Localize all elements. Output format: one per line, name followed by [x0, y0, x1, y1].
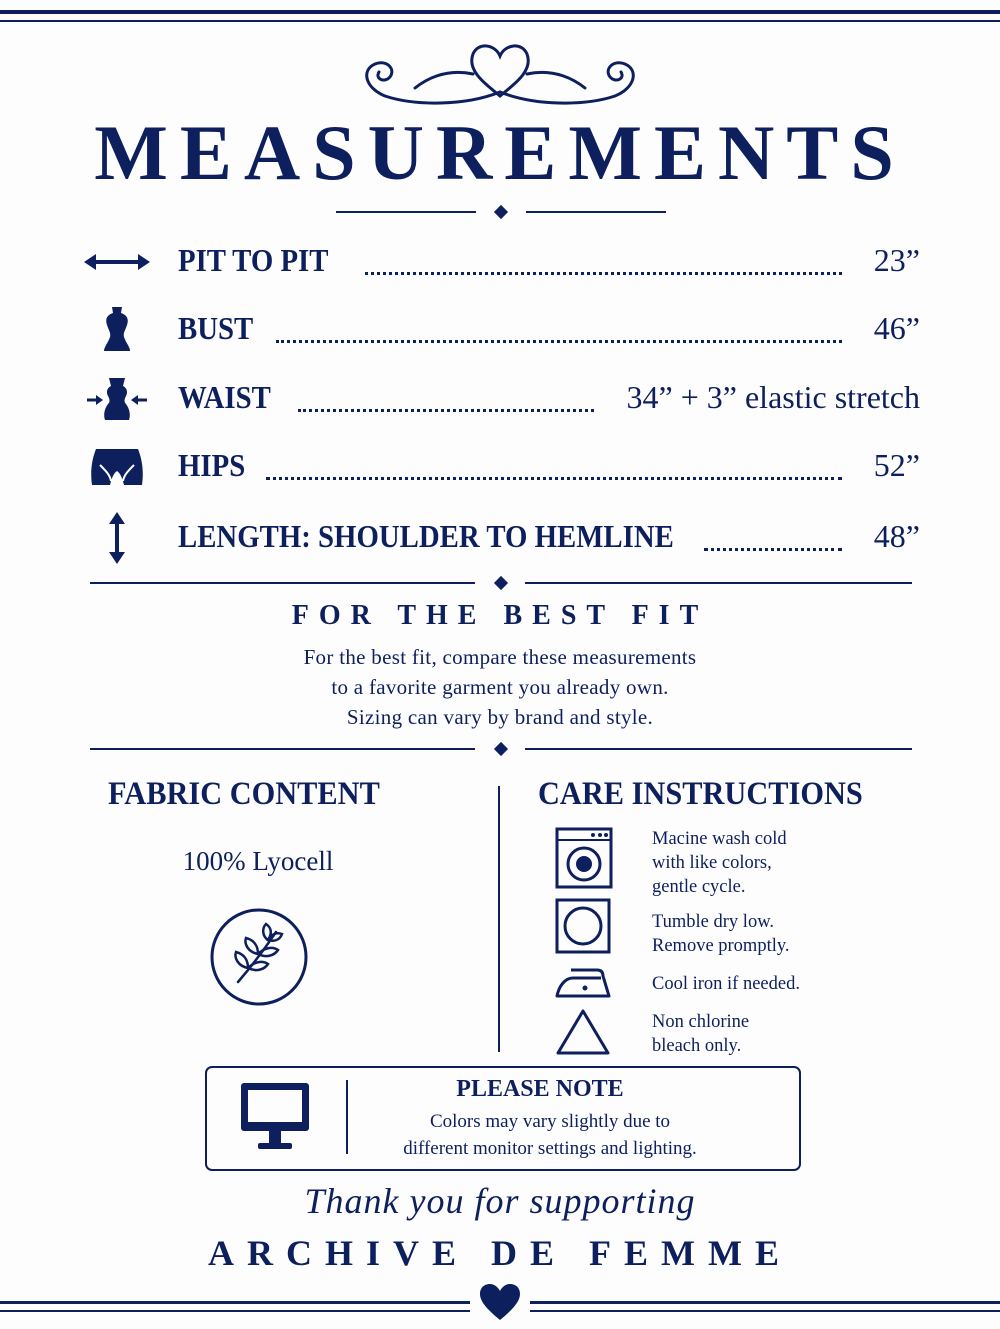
section-divider-diamond: [494, 576, 508, 590]
bottom-border-left-thin: [0, 1310, 470, 1312]
note-line: Colors may vary slightly due to: [429, 1111, 671, 1132]
leader-dots: [276, 326, 842, 343]
thank-you-script: Thank you for supporting: [304, 1181, 696, 1221]
brand-name: ARCHIVE DE FEMME: [208, 1233, 792, 1273]
vertical-arrow-icon: [80, 516, 154, 560]
section-divider-left: [90, 748, 475, 750]
iron-icon: [555, 964, 613, 1000]
bottom-border-left: [0, 1301, 470, 1304]
measurement-value: 46”: [873, 310, 920, 346]
care-item-wash: [555, 827, 955, 897]
care-instructions-heading: CARE INSTRUCTIONS: [538, 776, 863, 812]
care-line: Non chlorine: [652, 1012, 750, 1032]
section-divider-right: [525, 748, 912, 750]
fabric-content-heading: FABRIC CONTENT: [108, 776, 380, 812]
horizontal-arrow-icon: [80, 240, 154, 284]
best-fit-line: Sizing can vary by brand and style.: [346, 705, 654, 729]
bottom-border-right-thin: [530, 1310, 1000, 1312]
measurement-row-hips: [80, 441, 920, 491]
best-fit-text: [0, 642, 1000, 732]
care-line: Tumble dry low.: [652, 912, 774, 932]
care-text: [652, 827, 952, 899]
care-item-bleach: [555, 1008, 955, 1058]
heart-flourish-ornament: [355, 40, 645, 108]
fabric-content-value: 100% Lyocell: [182, 846, 334, 876]
note-line: different monitor settings and lighting.: [403, 1138, 697, 1159]
hips-icon: [80, 445, 154, 489]
bleach-triangle-icon: [555, 1008, 611, 1056]
care-text: [652, 910, 952, 958]
care-line: Macine wash cold: [652, 829, 787, 849]
title-divider-right: [526, 211, 666, 213]
care-line: bleach only.: [652, 1036, 742, 1056]
care-item-dry: [555, 898, 955, 954]
best-fit-line: For the best fit, compare these measurements: [303, 645, 697, 669]
note-divider: [346, 1080, 348, 1154]
title-divider-diamond: [494, 205, 508, 219]
measurement-row-length: [80, 512, 920, 562]
please-note-text: [350, 1108, 750, 1162]
measurement-label: LENGTH: SHOULDER TO HEMLINE: [178, 518, 674, 554]
best-fit-line: to a favorite garment you already own.: [331, 675, 669, 699]
measurement-value: 48”: [873, 518, 920, 554]
column-divider: [498, 786, 500, 1052]
title-divider-left: [336, 211, 476, 213]
monitor-icon: [238, 1080, 312, 1154]
measurement-label: HIPS: [178, 447, 246, 483]
measurement-row-waist: [80, 373, 920, 423]
top-border-line: [0, 10, 1000, 14]
waist-arrows-icon: [80, 377, 154, 421]
machine-wash-icon: [555, 827, 613, 889]
care-item-iron: [555, 964, 955, 1000]
leader-dots: [704, 534, 842, 551]
dress-form-icon: [80, 308, 154, 352]
section-divider-diamond: [494, 742, 508, 756]
measurement-label: BUST: [178, 310, 254, 346]
leaf-icon: [208, 906, 310, 1008]
measurement-label: WAIST: [178, 379, 271, 415]
care-text: [652, 972, 952, 996]
care-text: [652, 1010, 952, 1058]
measurement-label: PIT TO PIT: [178, 242, 329, 278]
measurement-value: 34” + 3” elastic stretch: [626, 379, 920, 415]
best-fit-heading: FOR THE BEST FIT: [291, 600, 709, 631]
leader-dots: [266, 463, 842, 480]
please-note-heading: PLEASE NOTE: [456, 1076, 624, 1102]
measurement-row-bust: [80, 304, 920, 354]
leader-dots: [365, 258, 842, 275]
care-line: with like colors,: [652, 853, 772, 873]
page-title: MEASUREMENTS: [94, 109, 906, 196]
leader-dots: [298, 395, 594, 412]
measurement-row-pit-to-pit: [80, 236, 920, 286]
care-line: Remove promptly.: [652, 936, 790, 956]
top-border-line-thin: [0, 20, 1000, 22]
tumble-dry-icon: [555, 898, 611, 954]
care-line: gentle cycle.: [652, 877, 746, 897]
care-line: Cool iron if needed.: [652, 974, 800, 994]
measurement-value: 52”: [873, 447, 920, 483]
heart-icon: [478, 1282, 522, 1322]
section-divider-right: [525, 582, 912, 584]
measurement-value: 23”: [873, 242, 920, 278]
bottom-border-right: [530, 1301, 1000, 1304]
section-divider-left: [90, 582, 475, 584]
